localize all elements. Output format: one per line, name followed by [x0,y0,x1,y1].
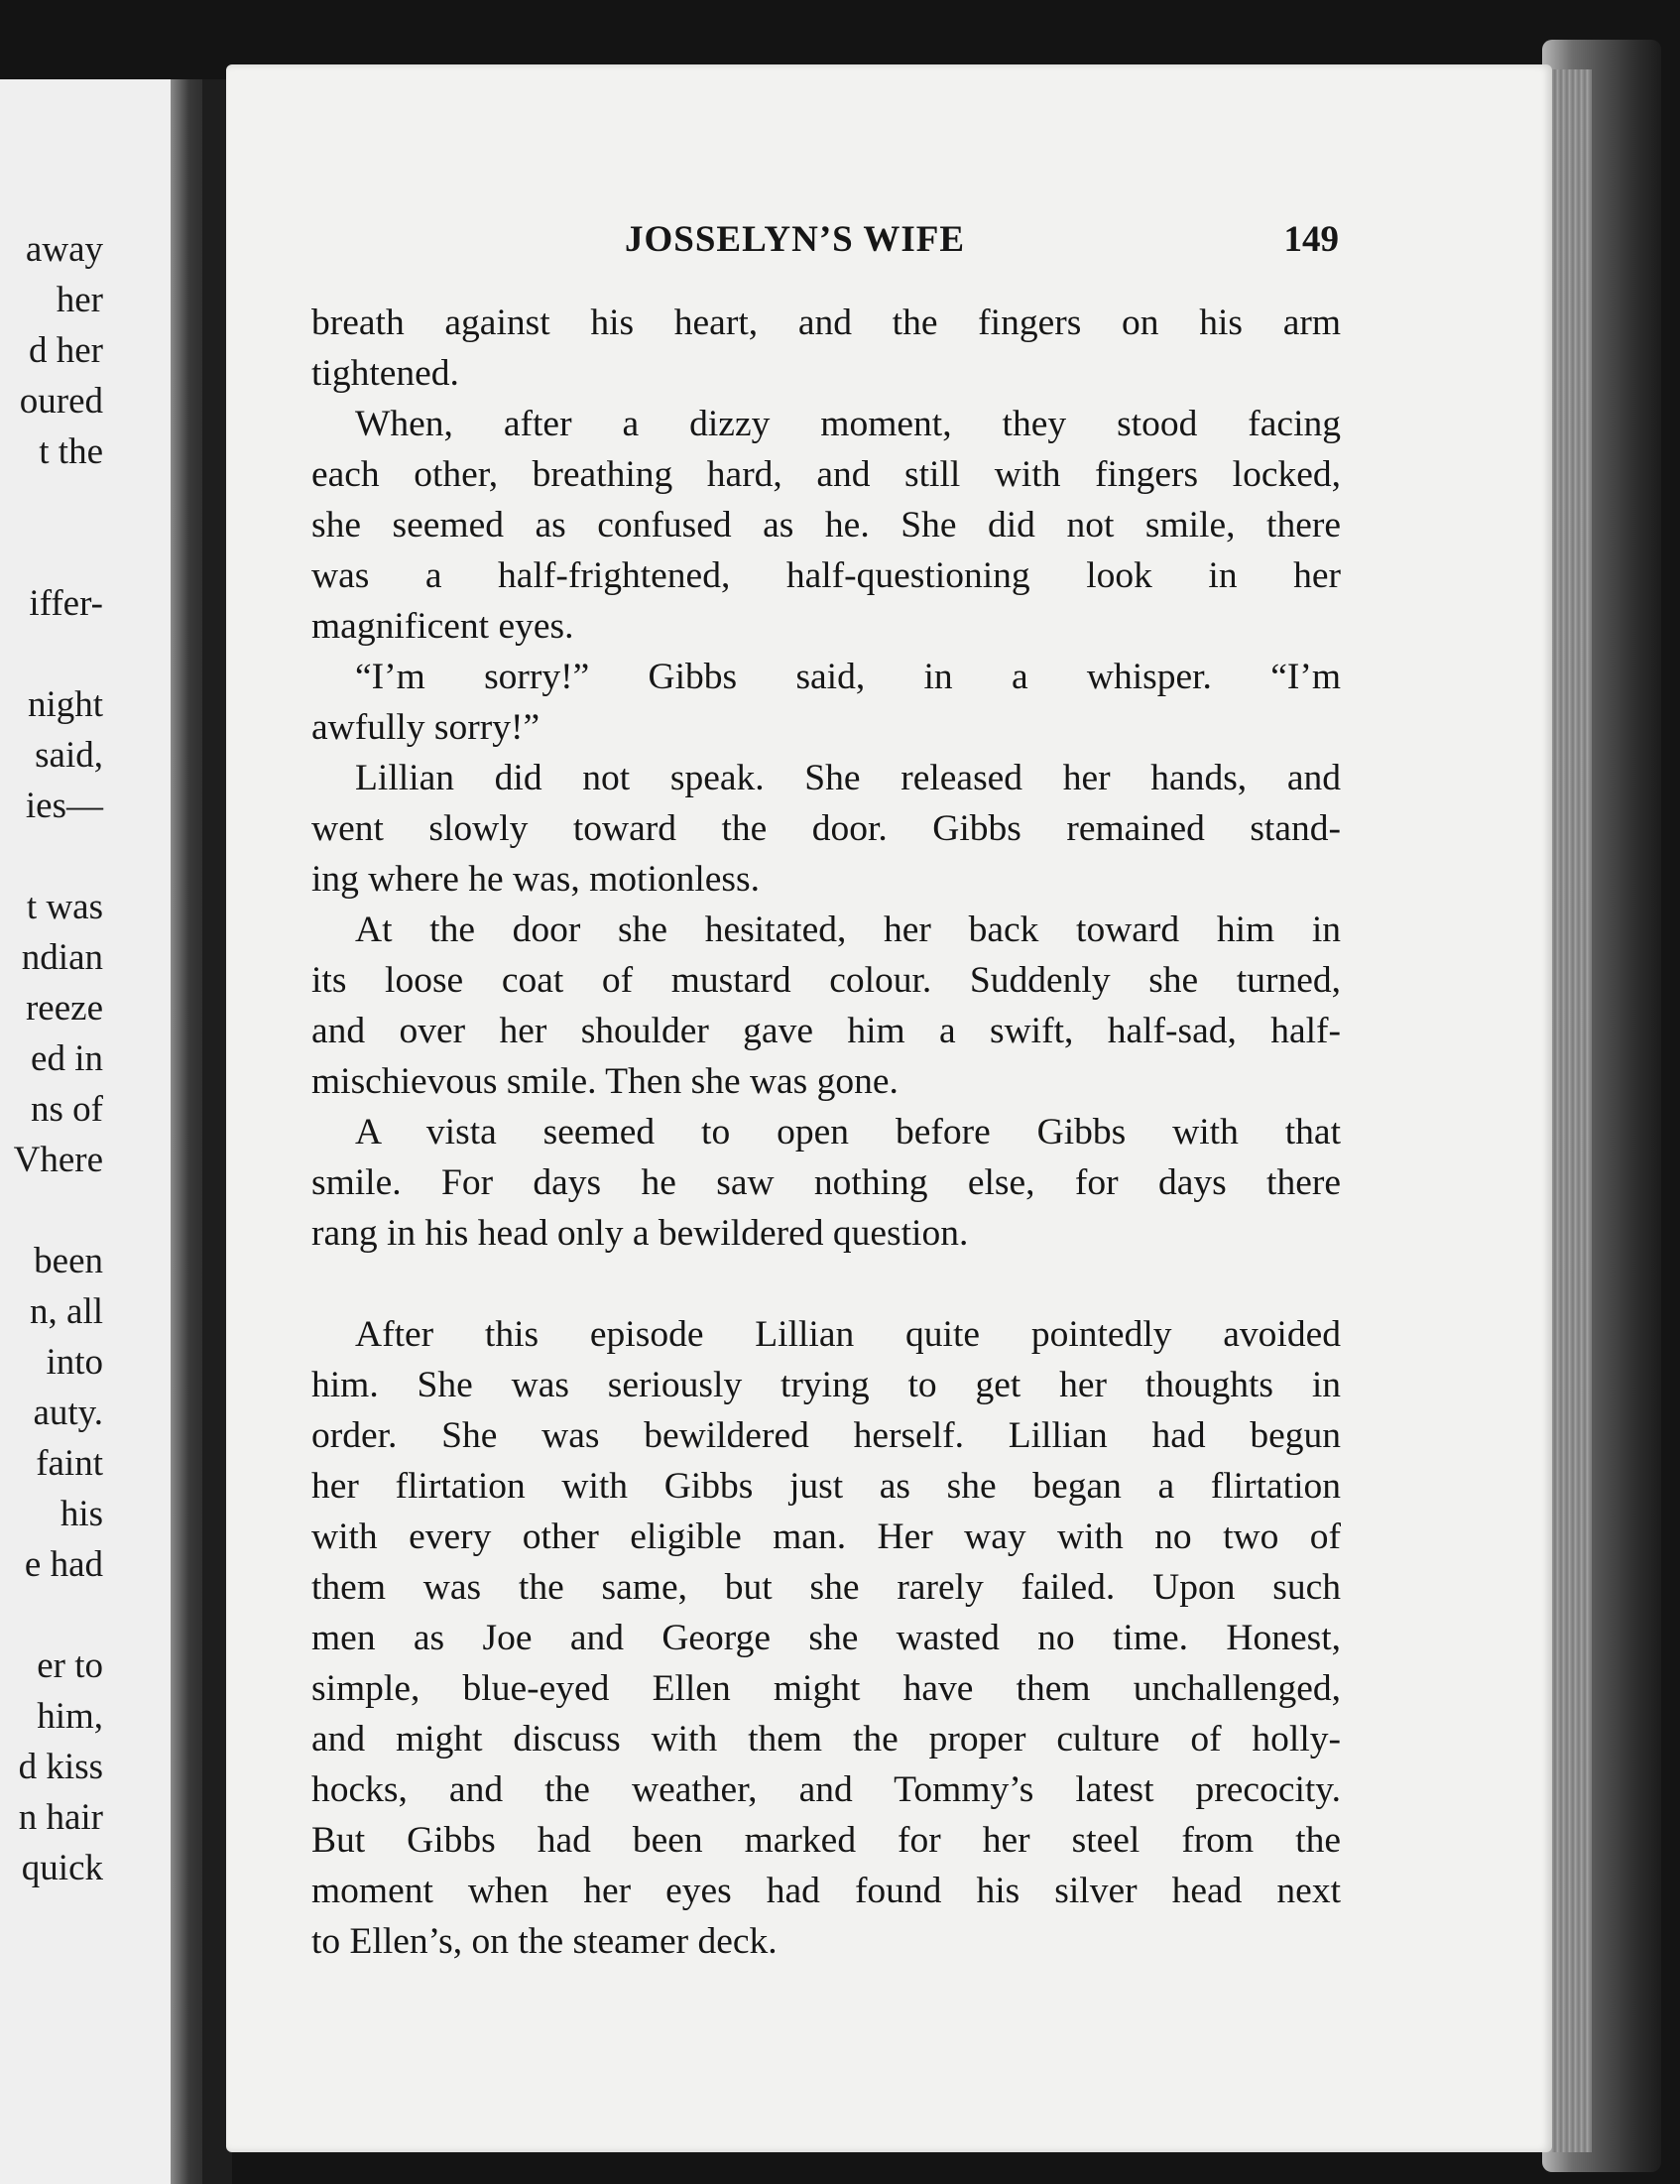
left-page-line-fragment: been [34,1241,103,1281]
left-page-line-fragment: ed in [31,1038,103,1079]
left-page-line-fragment: faint [36,1443,103,1484]
section-break [311,1259,1341,1309]
left-page-line-fragment: ns of [31,1089,103,1130]
text-line: was a half-frightened, half-questioning look in her [311,555,1341,596]
text-line: her flirtation with Gibbs just as she began a flirtation [311,1466,1341,1507]
text-line: smile. For days he saw nothing else, for days there [311,1162,1341,1203]
left-page-line-fragment: into [46,1342,103,1383]
text-line: and might discuss with them the proper culture of holly- [311,1719,1341,1759]
page-edges-texture [1552,69,1592,2152]
text-line: with every other eligible man. Her way with no two of [311,1517,1341,1557]
left-page-line-fragment: t the [39,431,103,472]
text-line: When, after a dizzy moment, they stood facing [355,404,1341,444]
text-line: men as Joe and George she wasted no time. Honest, [311,1618,1341,1658]
text-line: its loose coat of mustard colour. Suddenly she turned, [311,960,1341,1001]
text-line: him. She was seriously trying to get her thoughts in [311,1365,1341,1405]
text-line: awfully sorry!” [311,707,540,748]
text-line: and over her shoulder gave him a swift, half-sad, half- [311,1011,1341,1051]
text-line: breath against his heart, and the fingers on his arm [311,303,1341,343]
text-line: to Ellen’s, on the steamer deck. [311,1921,778,1962]
left-page-line-fragment: iffer- [29,583,103,624]
text-line: rang in his head only a bewildered question. [311,1213,969,1254]
text-line: simple, blue-eyed Ellen might have them unchallenged, [311,1668,1341,1709]
left-page-line-fragment: oured [19,381,103,422]
text-line: A vista seemed to open before Gibbs with that [355,1112,1341,1153]
page-body-text [311,298,1341,1967]
left-page-line-fragment: him, [37,1696,103,1737]
left-page-line-fragment: reeze [25,988,103,1029]
text-line: them was the same, but she rarely failed. Upon such [311,1567,1341,1608]
text-line: moment when her eyes had found his silver head next [311,1871,1341,1911]
running-head: JOSSELYN’S WIFE [625,219,965,260]
left-page-line-fragment: auty. [33,1393,103,1433]
text-line: After this episode Lillian quite pointedly avoided [355,1314,1341,1355]
left-page-line-fragment: away [25,229,103,270]
left-page-line-fragment: his [60,1494,103,1534]
text-line: magnificent eyes. [311,606,574,647]
left-page-line-fragment: d kiss [18,1747,103,1787]
left-page-line-fragment: d her [29,330,103,371]
text-line: order. She was bewildered herself. Lillian had begun [311,1415,1341,1456]
page-header [307,218,1339,268]
text-line: tightened. [311,353,459,394]
text-line: ing where he was, motionless. [311,859,760,900]
text-line: went slowly toward the door. Gibbs remained stand- [311,808,1341,849]
page-number: 149 [1283,219,1339,260]
left-page-line-fragment: er to [37,1645,103,1686]
left-page-line-fragment: ies— [25,786,103,826]
left-page-line-fragment: ndian [21,937,103,978]
left-page-line-fragment: n hair [18,1797,103,1838]
text-line: she seemed as confused as he. She did not smile, there [311,505,1341,546]
left-page-line-fragment: her [56,280,103,320]
text-line: At the door she hesitated, her back toward him in [355,910,1341,950]
left-page-line-fragment: night [27,684,103,725]
left-page-line-fragment: quick [21,1848,103,1888]
text-line: Lillian did not speak. She released her hands, and [355,758,1341,798]
text-line: hocks, and the weather, and Tommy’s latest precocity. [311,1769,1341,1810]
left-page-line-fragment: Vhere [13,1140,103,1180]
text-line: mischievous smile. Then she was gone. [311,1061,899,1102]
text-line: But Gibbs had been marked for her steel from the [311,1820,1341,1861]
text-line: each other, breathing hard, and still with fingers locked, [311,454,1341,495]
left-page-line-fragment: e had [24,1544,103,1585]
text-line: “I’m sorry!” Gibbs said, in a whisper. “I’m [355,657,1341,697]
left-page-line-fragment: n, all [30,1291,103,1332]
left-page-line-fragment: said, [35,735,103,776]
left-facing-page [0,79,177,2184]
left-page-line-fragment: t was [26,887,103,927]
